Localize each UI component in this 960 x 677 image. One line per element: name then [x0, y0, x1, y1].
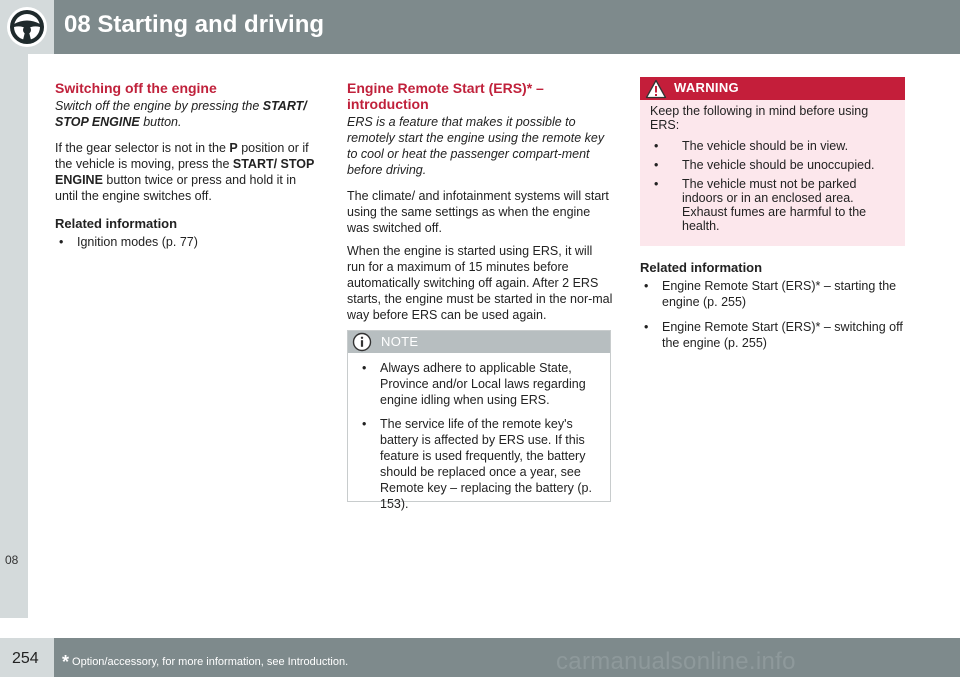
warning-triangle-icon: [645, 79, 667, 99]
chapter-icon-box: [0, 0, 54, 54]
note-label: NOTE: [381, 334, 419, 349]
info-icon: [352, 332, 372, 352]
column-ers-introduction: [347, 80, 613, 330]
related-link[interactable]: • Engine Remote Start (ERS)* – starting the engine (p. 255): [644, 279, 897, 309]
note-item: • The service life of the remote key's battery is affected by ERS use. If this feature is used frequently, the battery should be replaced once a year, see Remote key – replacing the battery (p. 153).: [362, 417, 592, 511]
section-heading: Switching off the engine: [55, 80, 217, 96]
section-lead: ERS is a feature that makes it possible to remotely start the engine using the remote key to cool or heat the passenger compart-ment before driving.: [347, 115, 605, 177]
column-switching-off: [55, 80, 317, 255]
warning-box: [640, 77, 905, 246]
warning-header: [640, 77, 905, 100]
note-body: [348, 353, 610, 512]
chapter-side-tab-label: 08: [5, 553, 19, 567]
chapter-title: 08 Starting and driving: [64, 11, 325, 38]
footnote: * Option/accessory, for more information, see Introduction.: [62, 652, 349, 672]
page-number: 254: [12, 650, 39, 667]
footnote-star: *: [62, 652, 70, 672]
section-heading: Engine Remote Start (ERS)* – introduction: [347, 80, 544, 112]
body-paragraph: If the gear selector is not in the P position or if the vehicle is moving, press the START/ STOP ENGINE button twice or press and hold it in until the engine switches off.: [55, 141, 315, 203]
column-warning-related: [640, 258, 910, 356]
warning-item: • The vehicle should be in view.: [654, 139, 849, 153]
warning-label: WARNING: [674, 80, 739, 95]
body-paragraph: The climate/ and infotainment systems will start using the same settings as when the engine was switched off.: [347, 189, 609, 235]
watermark: carmanualsonline.info: [556, 648, 796, 675]
note-item: • Always adhere to applicable State, Province and/or Local laws regarding engine idling when using ERS.: [362, 361, 586, 407]
warning-item: • The vehicle should be unoccupied.: [654, 158, 875, 172]
related-information-heading: Related information: [55, 216, 178, 231]
note-header: [348, 331, 610, 353]
warning-intro: Keep the following in mind before using ERS:: [650, 104, 869, 132]
warning-item: • The vehicle must not be parked indoors or in an enclosed area. Exhaust fumes are harmful to the health.: [654, 177, 867, 233]
chapter-side-tab: [0, 54, 28, 618]
related-link[interactable]: • Ignition modes (p. 77): [59, 235, 198, 249]
warning-body: [640, 100, 905, 233]
related-information-heading: Related information: [640, 260, 763, 275]
note-box: [347, 330, 611, 511]
related-link[interactable]: • Engine Remote Start (ERS)* – switching off the engine (p. 255): [644, 320, 903, 350]
steering-wheel-icon: [0, 0, 54, 54]
section-lead: Switch off the engine by pressing the START/ STOP ENGINE button.: [55, 99, 307, 129]
body-paragraph: When the engine is started using ERS, it will run for a maximum of 15 minutes before automatically switching off again. After 2 ERS starts, the engine must be started in the nor-mal way before ERS can be used again.: [347, 244, 613, 322]
